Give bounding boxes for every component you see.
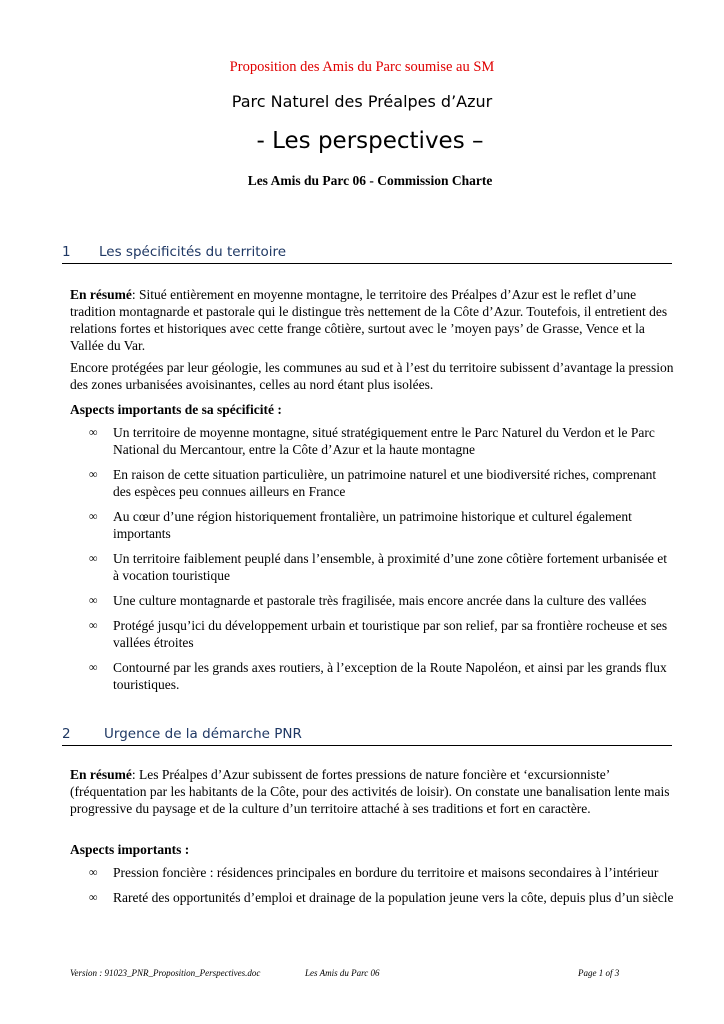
section-number: 1 — [62, 244, 71, 260]
section-title: Les spécificités du territoire — [99, 244, 287, 260]
list-item: ∞ Une culture montagnarde et pastorale très fragilisée, mais encore ancrée dans la culture des vallées — [89, 593, 647, 608]
list-item: ∞ Pression foncière : résidences principales en bordure du territoire et maisons secondaires à l’intérieur — [89, 865, 659, 880]
list-item: ∞ Un territoire de moyenne montagne, situé stratégiquement entre le Parc Naturel du Verdon et le Parc National du Mercantour, entre la Côte d’Azur et la haute montagne — [89, 425, 655, 457]
main-title: - Les perspectives – — [256, 128, 484, 154]
section-2-heading — [62, 726, 672, 746]
subtitle: Les Amis du Parc 06 - Commission Charte — [247, 173, 493, 188]
list-item: ∞ Un territoire faiblement peuplé dans l’ensemble, à proximité d’une zone côtière fortement urbanisée et à vocation touristique — [89, 551, 668, 583]
park-title: Parc Naturel des Préalpes d’Azur — [231, 92, 493, 111]
summary-text: : Situé entièrement en moyenne montagne, le territoire des Préalpes d’Azur est le reflet d’une tradition montagnarde et pastorale qui le distingue très nettement de la Côte d’Azur. Toutefois, il entretient des relations fortes et historiques avec cette frange côtière, surtout avec le ’moyen pays’ de Grasse, Vence et la Vallée du Var. — [70, 287, 668, 353]
section-1-heading — [62, 244, 672, 264]
proposition-line: Proposition des Amis du Parc soumise au SM — [229, 59, 495, 75]
summary-label: En résumé — [70, 767, 132, 782]
infinity-bullet-icon: ∞ — [89, 467, 98, 481]
infinity-bullet-icon: ∞ — [89, 593, 98, 607]
infinity-bullet-icon: ∞ — [89, 509, 98, 523]
paragraph-text: Encore protégées par leur géologie, les communes au sud et à l’est du territoire subissent d’avantage la pression des zones urbanisées avoisinantes, celles au nord étant plus isolées. — [70, 360, 674, 392]
summary-text: : Les Préalpes d’Azur subissent de fortes pressions de nature foncière et ‘excursionniste’ (fréquentation par les habitants de la Côte, pour des activités de loisir). On constate une banalisation lente mais progressive du paysage et de la culture d’un territoire attaché à ses traditions et fort en caractère. — [70, 767, 670, 816]
infinity-bullet-icon: ∞ — [89, 425, 98, 439]
infinity-bullet-icon: ∞ — [89, 618, 98, 632]
section-1-aspects-heading: Aspects importants de sa spécificité : — [70, 402, 282, 417]
infinity-bullet-icon: ∞ — [89, 551, 98, 565]
infinity-bullet-icon: ∞ — [89, 890, 98, 904]
footer-version: Version : 91023_PNR_Proposition_Perspectives.doc — [70, 968, 261, 978]
section-2-bullet-list — [70, 864, 676, 914]
section-number: 2 — [62, 726, 71, 742]
list-item: ∞ Rareté des opportunités d’emploi et drainage de la population jeune vers la côte, depuis plus d’un siècle — [89, 890, 674, 905]
section-1-bullet-list — [70, 424, 676, 701]
infinity-bullet-icon: ∞ — [89, 865, 98, 879]
section-2-summary — [70, 766, 676, 817]
list-item: ∞ Au cœur d’une région historiquement frontalière, un patrimoine historique et culturel également importants — [89, 509, 632, 541]
list-item: ∞ Protégé jusqu’ici du développement urbain et touristique par son relief, par sa frontière rocheuse et ses vallées étroites — [89, 618, 668, 650]
infinity-bullet-icon: ∞ — [89, 660, 98, 674]
list-item: ∞ En raison de cette situation particulière, un patrimoine naturel et une biodiversité riches, comprenant des espèces peu connues ailleurs en France — [89, 467, 657, 499]
footer-page-number: Page 1 of 3 — [578, 968, 620, 978]
section-1-paragraph — [70, 359, 676, 393]
footer-author: Les Amis du Parc 06 — [305, 968, 380, 978]
list-item: ∞ Contourné par les grands axes routiers, à l’exception de la Route Napoléon, et ainsi par les grands flux touristiques. — [89, 660, 667, 692]
summary-label: En résumé — [70, 287, 132, 302]
section-title: Urgence de la démarche PNR — [104, 726, 302, 742]
section-2-aspects-heading: Aspects importants : — [70, 842, 190, 857]
section-1-summary — [70, 286, 676, 354]
